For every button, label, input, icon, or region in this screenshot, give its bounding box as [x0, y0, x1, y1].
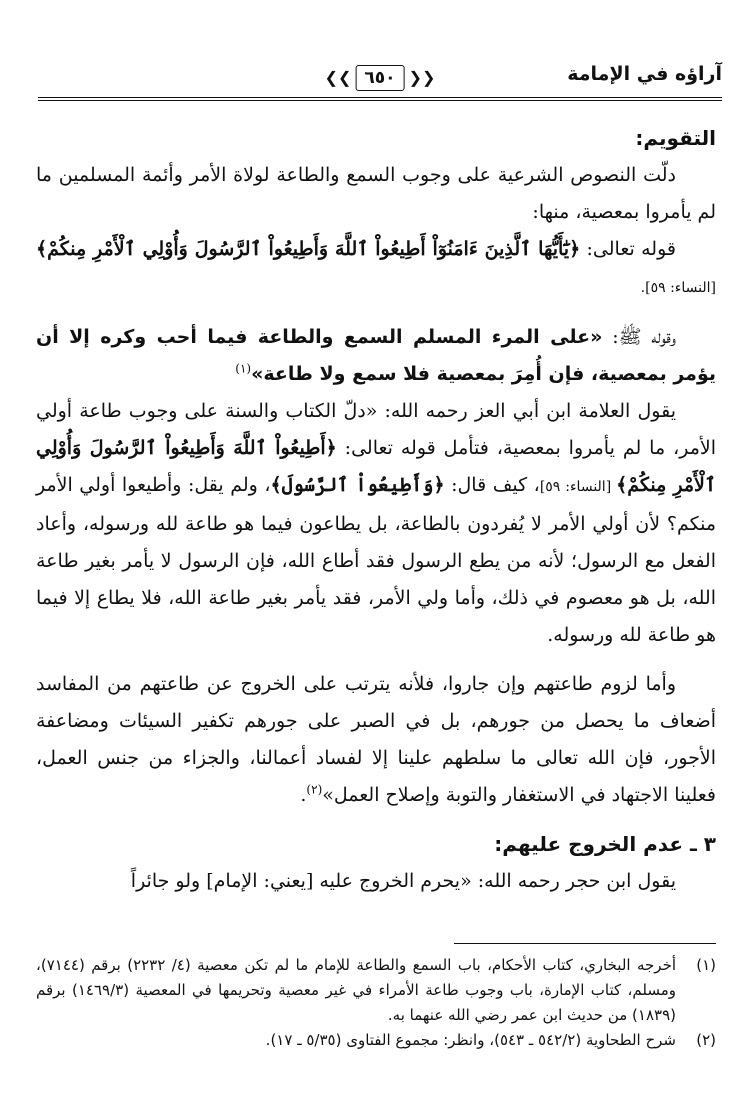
paragraph-text: وأما لزوم طاعتهم وإن جاروا، فلأنه يترتب على الخروج عن طاعتهم من المفاسد أضعاف ما يحصل من جورهم، بل في الصبر على جورهم تكفير السيئات ومضاعفة الأجور، فإن الله تعالى ما سلطهم علينا إلا لفساد أعمالنا، والجزاء من جنس العمل، فعلينا الاجتهاد في الاستغفار والتوبة وإصلاح العمل»: [36, 673, 716, 806]
footnote-number: (١): [696, 956, 716, 974]
paragraph-hadith: [36, 319, 716, 393]
page-number-box: [325, 65, 436, 91]
hadith-intro: وقوله ﷺ:: [602, 326, 676, 348]
ornament-right-icon: ❯❯: [408, 68, 436, 87]
running-title: آراؤه في الإمامة: [567, 63, 722, 85]
footnotes: [36, 953, 716, 1053]
footnote-text: شرح الطحاوية (٥٤٢/٢ ـ ٥٤٣)، وانظر: مجموع الفتاوى (٥/٣٥ ـ ١٧).: [265, 1031, 676, 1049]
paragraph-quote: [36, 393, 716, 654]
paragraph: وأما لزوم طاعتهم وإن جاروا، فلأنه يترتب على الخروج عن طاعتهم من المفاسد أضعاف ما يحصل من جورهم، بل في الصبر على جورهم تكفير السيئات ومضاعفة الأجور، فإن الله تعالى ما سلطهم علينا إلا لفساد أعمالنا، والجزاء من جنس العمل، فعلينا الاجتهاد في الاستغفار والتوبة وإصلاح العمل»$^{(٢)}$.: [36, 673, 716, 806]
quran-verse: ﴿يَٰٓأَيُّهَا ٱلَّذِينَ ءَامَنُوٓاْ أَطِيعُواْ ٱللَّهَ وَأَطِيعُواْ ٱلرَّسُولَ وَأُوْلِي ٱلْأَمْرِ مِنكُمْ﴾: [36, 238, 581, 260]
footnote-marker: (١): [235, 361, 252, 376]
section-heading: ٣ ـ عدم الخروج عليهم:: [494, 832, 716, 856]
footnote-divider: [454, 943, 716, 944]
quote-text: يقول العلامة ابن أبي العز رحمه الله: «دلّ الكتاب والسنة على وجوب طاعة أولي الأمر، ما لم يأمروا بمعصية، فتأمل قوله تعالى:: [36, 400, 716, 459]
quran-verse: ﴿وَأَطِيعُواْ ٱلرَّسُولَ﴾: [270, 474, 445, 496]
verse-intro: قوله تعالى:: [580, 238, 676, 260]
verse-reference: [النساء: ٥٩].: [640, 280, 716, 296]
paragraph-verse: [36, 231, 716, 307]
ornament-left-icon: ❮❮: [324, 68, 352, 87]
page-number: ٦٥٠: [355, 65, 404, 91]
footnote-text: أخرجه البخاري، كتاب الأحكام، باب السمع والطاعة للإمام ما لم تكن معصية (٤/ ٢٢٣٢) برقم (٧١٤٤)، ومسلم، كتاب الإمارة، باب وجوب طاعة الأمراء في غير معصية وتحريمها في المعصية (١٤٦٩/٣) برقم (١٨٣٩) من حديث ابن عمر رضي الله عنهما به.: [36, 956, 677, 1024]
quran-verse: ﴿أَطِيعُواْ ٱللَّهَ وَأَطِيعُواْ ٱلرَّسُولَ وَأُوْلِي ٱلْأَمْرِ مِنكُمْ﴾: [36, 437, 717, 496]
footnote: [36, 953, 716, 1028]
footnote-marker: (٢): [306, 782, 323, 797]
hadith-text: «على المرء المسلم السمع والطاعة فيما أحب وكره إلا أن يؤمر بمعصية، فإن أُمِرَ بمعصية فلا سمع ولا طاعة»: [36, 326, 716, 385]
footnote-number: (٢): [696, 1031, 716, 1049]
footnote: [36, 1028, 716, 1053]
header-divider-thin: [38, 100, 722, 101]
quote-text: ، ولم يقل: وأطيعوا أولي الأمر منكم؟ لأن أولي الأمر لا يُفردون بالطاعة، بل يطاعون فيما هو طاعة لله ورسوله، وأعاد الفعل مع الرسول؛ لأنه من يطع الرسول فقد أطاع الله، فإن الرسول لا يأمر بغير طاعة الله، بل هو معصوم في ذلك، وأما ولي الأمر، فقد يأمر بغير طاعة الله، فلا يطاع إلا فيما هو طاعة لله ورسوله.: [36, 474, 716, 646]
main-text: [36, 120, 716, 900]
quote-text: ، كيف قال:: [444, 474, 540, 496]
page-header: [38, 55, 722, 99]
section-heading: التقويم:: [635, 126, 716, 150]
verse-reference: [النساء: ٥٩]: [539, 479, 617, 495]
paragraph: يقول ابن حجر رحمه الله: «يحرم الخروج عليه [يعني: الإمام] ولو جائراً: [130, 870, 676, 892]
paragraph: دلّت النصوص الشرعية على وجوب السمع والطاعة لولاة الأمر وأئمة المسلمين ما لم يأمروا بمعصية، منها:: [36, 164, 716, 223]
header-divider: [38, 97, 722, 98]
